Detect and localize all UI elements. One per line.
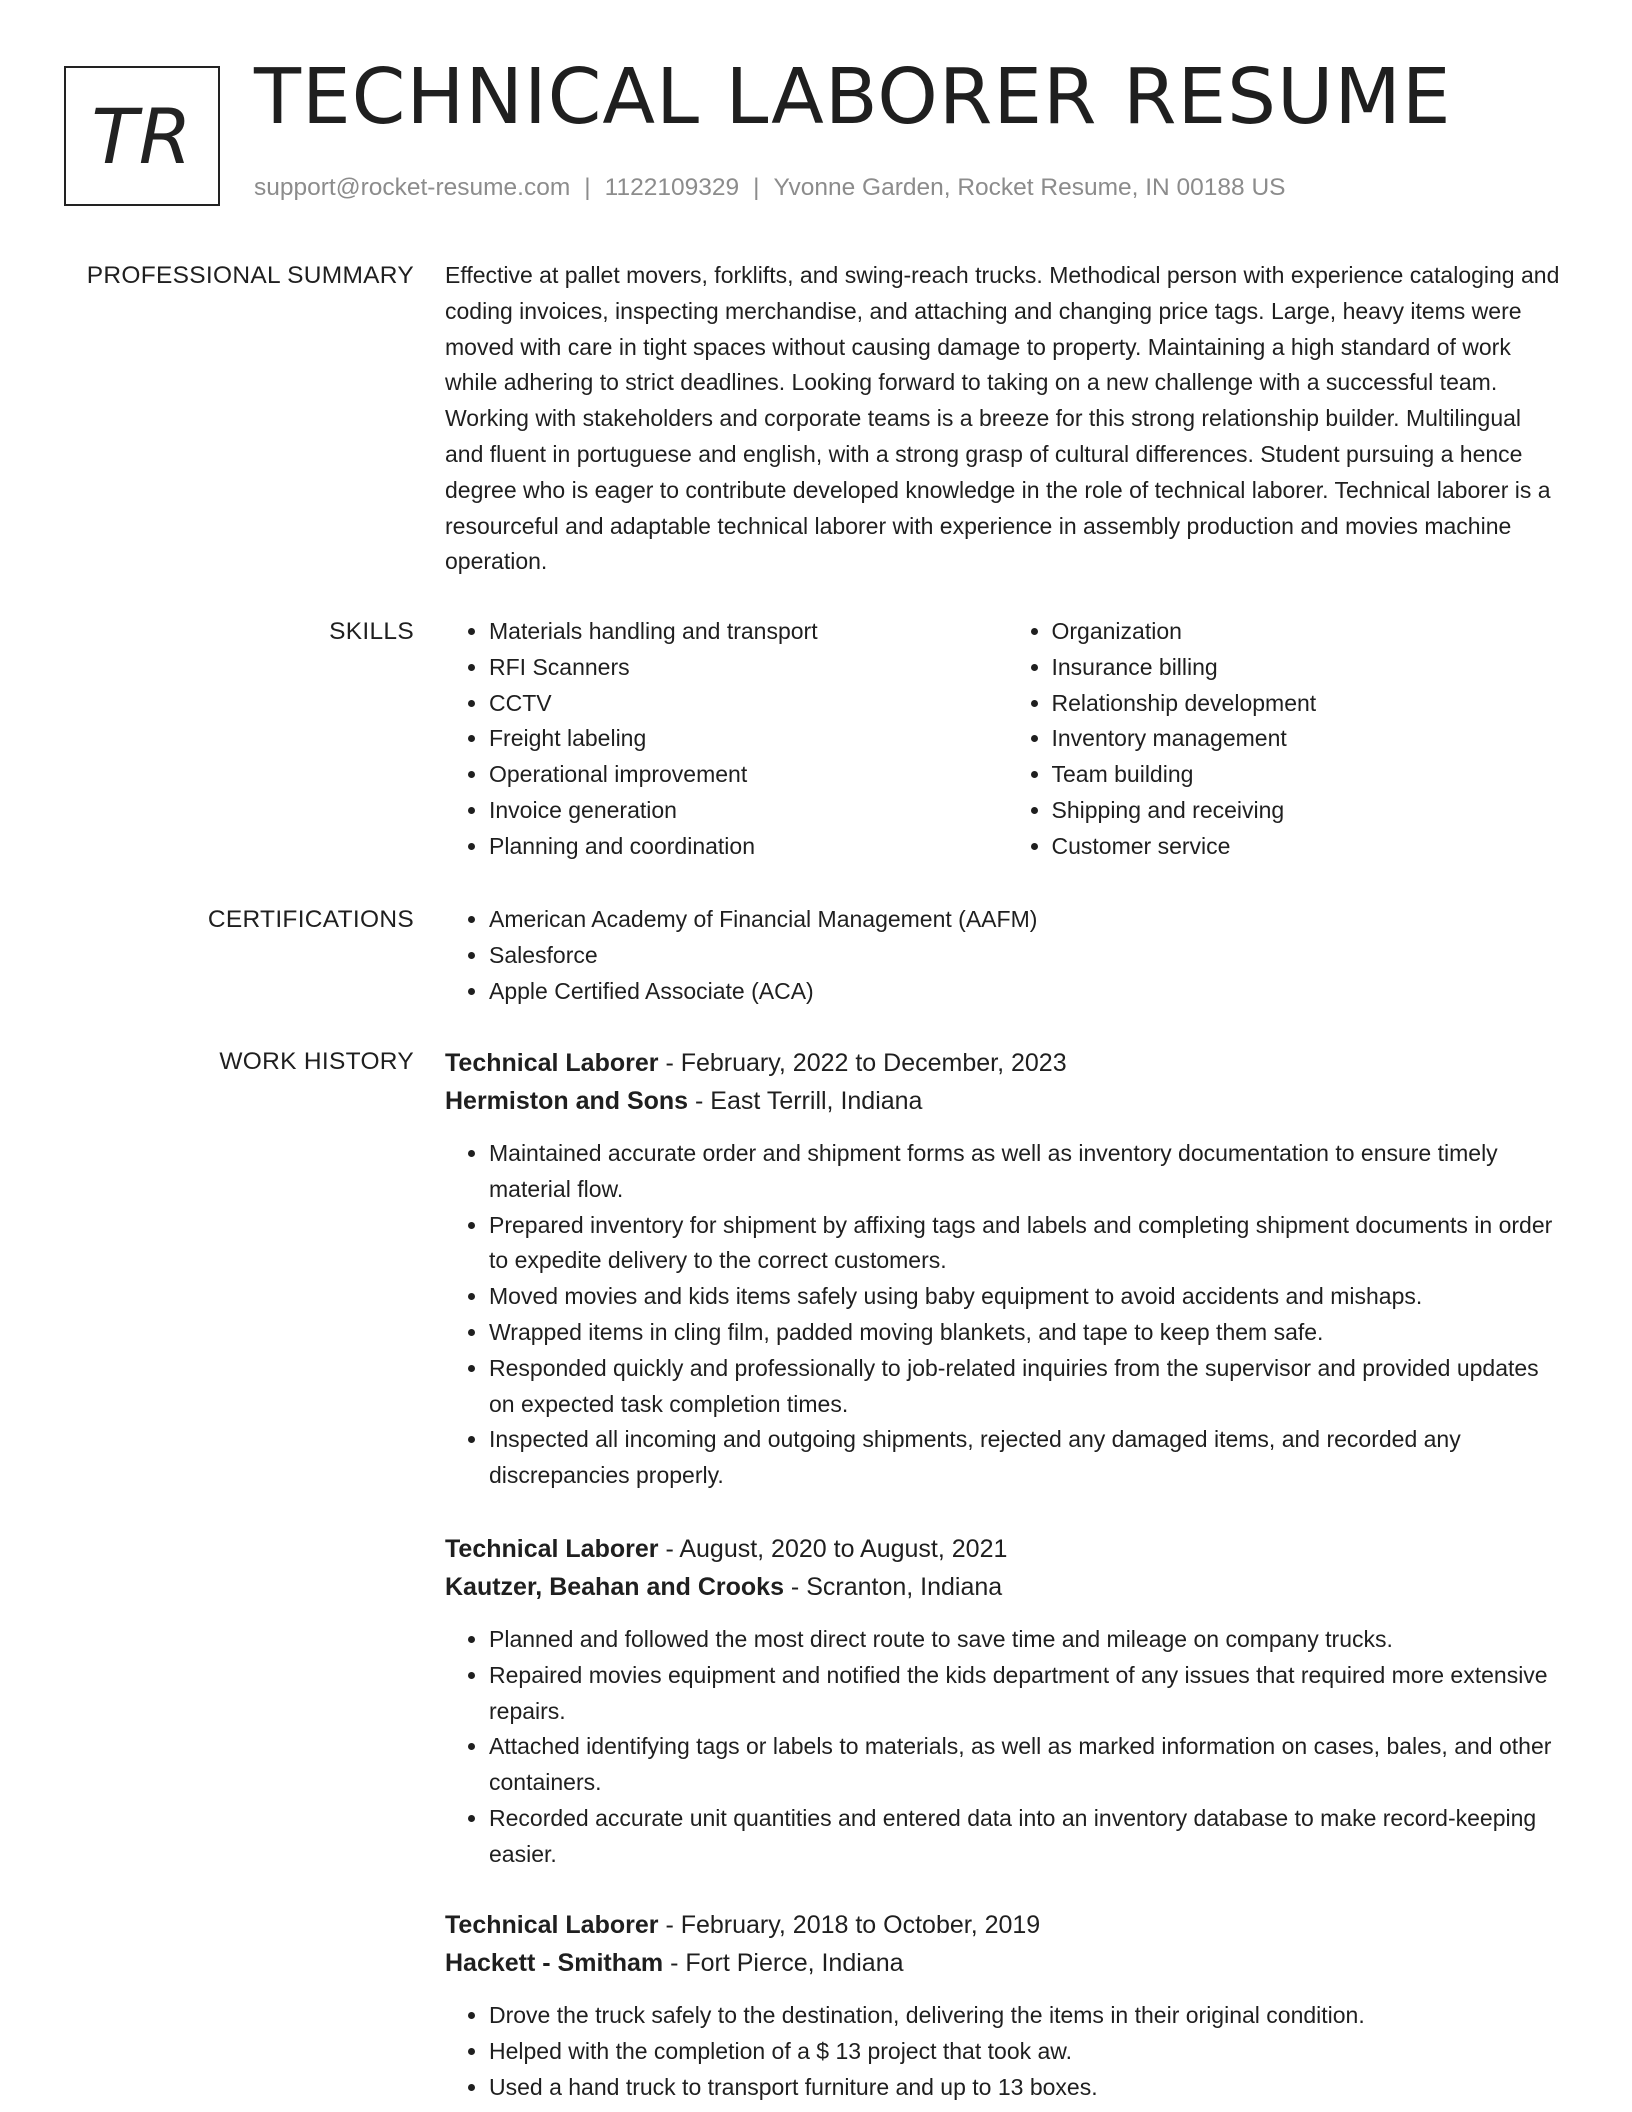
job-bullet: • Prepared inventory for shipment by affixing tags and labels and completing shipment documents in order to expedite delivery to the correct customers.	[489, 1208, 1565, 1280]
skills-list-right	[1008, 614, 1571, 865]
job-bullet: • Recorded accurate unit quantities and entered data into an inventory database to make record-keeping easier.	[489, 1801, 1565, 1873]
job-title: Technical Laborer	[445, 1911, 659, 1939]
contact-line	[254, 174, 1286, 202]
certifications-list	[445, 902, 1570, 1009]
job-company: Hackett - Smitham	[445, 1949, 664, 1977]
job-entry	[445, 1530, 1565, 1873]
contact-address: Yvonne Garden, Rocket Resume, IN 00188 US	[773, 174, 1286, 201]
resume-title: TECHNICAL LABORER RESUME	[254, 53, 1452, 142]
job-bullet: • Responded quickly and professionally to job-related inquiries from the supervisor and provided updates on expected task completion times.	[489, 1351, 1565, 1423]
job-bullet: • Wrapped items in cling film, padded moving blankets, and tape to keep them safe.	[489, 1315, 1565, 1351]
job-bullet: • Maintained accurate order and shipment forms as well as inventory documentation to ensure timely material flow.	[489, 1136, 1565, 1208]
certification-item: • Apple Certified Associate (ACA)	[489, 974, 1570, 1010]
contact-email: support@rocket-resume.com	[254, 174, 571, 201]
job-bullet: • Repaired movies equipment and notified the kids department of any issues that required more extensive repairs.	[489, 1658, 1565, 1730]
job-bullet: • Moved movies and kids items safely using baby equipment to avoid accidents and mishaps.	[489, 1279, 1565, 1315]
skill-item: • Organization	[1052, 614, 1571, 650]
skill-item: • Shipping and receiving	[1052, 793, 1571, 829]
job-location: - East Terrill, Indiana	[688, 1087, 923, 1115]
skill-item: • Inventory management	[1052, 721, 1571, 757]
summary-text: Effective at pallet movers, forklifts, and swing-reach trucks. Methodical person with experience cataloging and coding invoices, inspecting merchandise, and attaching and changing price tags. Large, heavy items were moved with care in tight spaces without causing damage to property. Maintaining a high standard of work while adhering to strict deadlines. Looking forward to taking on a new challenge with a successful team. Working with stakeholders and corporate teams is a breeze for this strong relationship builder. Multilingual and fluent in portuguese and english, with a strong grasp of cultural differences. Student pursuing a hence degree who is eager to contribute developed knowledge in the role of technical laborer. Technical laborer is a resourceful and adaptable technical laborer with experience in assembly production and movies machine operation.	[445, 262, 1560, 575]
skill-item: • Materials handling and transport	[489, 614, 1008, 650]
certification-item: • American Academy of Financial Management (AAFM)	[489, 902, 1570, 938]
job-bullet-list	[445, 1998, 1565, 2105]
skill-item: • Freight labeling	[489, 721, 1008, 757]
job-bullet: • Inspected all incoming and outgoing shipments, rejected any damaged items, and recorded any discrepancies properly.	[489, 1422, 1565, 1494]
job-bullet: • Drove the truck safely to the destination, delivering the items in their original condition.	[489, 1998, 1565, 2034]
job-company: Hermiston and Sons	[445, 1087, 689, 1115]
job-company-line	[445, 1944, 1565, 1982]
job-location: - Fort Pierce, Indiana	[663, 1949, 904, 1977]
certification-item: • Salesforce	[489, 938, 1570, 974]
summary-body	[445, 258, 1565, 580]
job-company-line	[445, 1082, 1565, 1120]
skills-list-left	[445, 614, 1008, 865]
job-dates: - February, 2018 to October, 2019	[658, 1911, 1041, 1939]
skill-item: • Operational improvement	[489, 757, 1008, 793]
contact-phone: 1122109329	[604, 174, 740, 201]
job-bullet: • Attached identifying tags or labels to materials, as well as marked information on cases, bales, and other containers.	[489, 1729, 1565, 1801]
job-dates: - August, 2020 to August, 2021	[658, 1535, 1008, 1563]
job-title: Technical Laborer	[445, 1535, 659, 1563]
job-bullet-list	[445, 1136, 1565, 1494]
skill-item: • Planning and coordination	[489, 829, 1008, 865]
job-entry	[445, 1906, 1565, 2105]
skill-item: • Team building	[1052, 757, 1571, 793]
section-label-summary: PROFESSIONAL SUMMARY	[86, 262, 414, 289]
job-title-line	[445, 1530, 1565, 1568]
job-title-line	[445, 1906, 1565, 1944]
job-title-line	[445, 1044, 1565, 1082]
job-entry	[445, 1044, 1565, 1494]
monogram-initials: TR	[91, 91, 193, 181]
job-title: Technical Laborer	[445, 1049, 659, 1077]
job-bullet: • Planned and followed the most direct route to save time and mileage on company trucks.	[489, 1622, 1565, 1658]
job-bullet: • Helped with the completion of a $ 13 project that took aw.	[489, 2034, 1565, 2070]
job-dates: - February, 2022 to December, 2023	[658, 1049, 1067, 1077]
contact-separator: |	[584, 174, 591, 201]
skill-item: • Relationship development	[1052, 686, 1571, 722]
section-label-certifications: CERTIFICATIONS	[207, 906, 414, 933]
job-company-line	[445, 1568, 1565, 1606]
skill-item: • RFI Scanners	[489, 650, 1008, 686]
contact-separator: |	[753, 174, 760, 201]
skill-item: • Customer service	[1052, 829, 1571, 865]
job-location: - Scranton, Indiana	[783, 1573, 1003, 1601]
certifications-body	[445, 902, 1570, 1009]
section-label-work: WORK HISTORY	[219, 1048, 414, 1075]
skills-body	[445, 614, 1570, 865]
monogram-box	[64, 66, 220, 206]
skill-item: • Invoice generation	[489, 793, 1008, 829]
job-bullet-list	[445, 1622, 1565, 1873]
skill-item: • Insurance billing	[1052, 650, 1571, 686]
section-label-skills: SKILLS	[329, 618, 414, 645]
job-bullet: • Used a hand truck to transport furniture and up to 13 boxes.	[489, 2070, 1565, 2106]
skill-item: • CCTV	[489, 686, 1008, 722]
job-company: Kautzer, Beahan and Crooks	[445, 1573, 784, 1601]
